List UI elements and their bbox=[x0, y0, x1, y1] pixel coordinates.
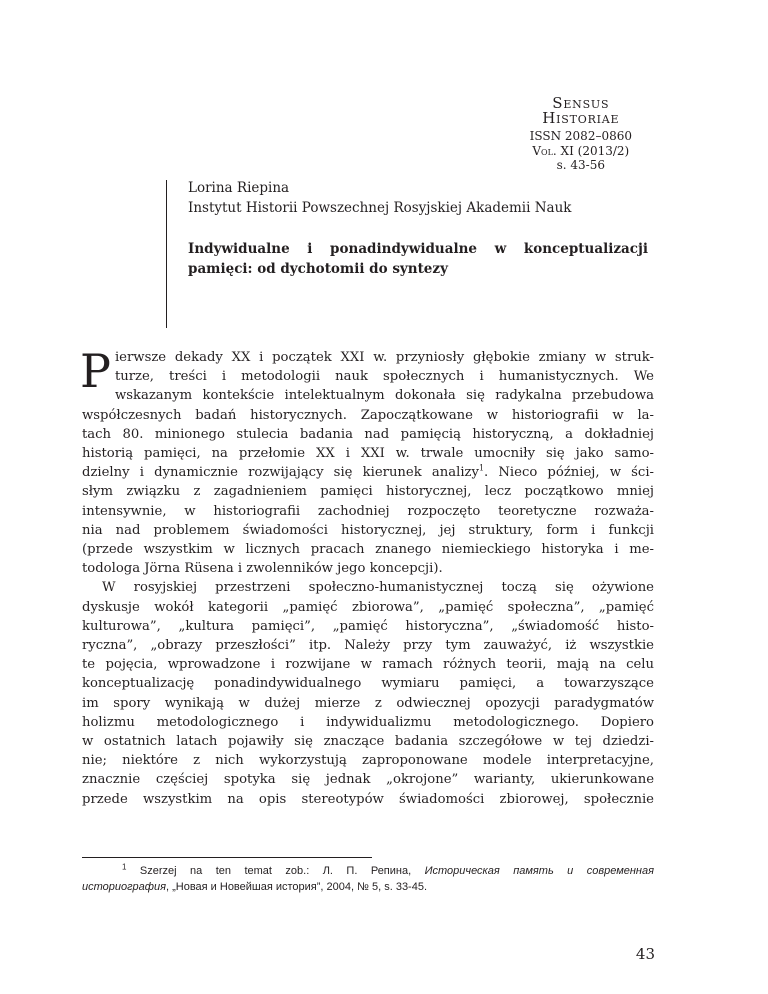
drop-cap: P bbox=[80, 344, 111, 398]
journal-name-line1: Sensus bbox=[552, 94, 610, 112]
footnote-italic-title: историография bbox=[82, 881, 166, 893]
footnote-line bbox=[82, 863, 654, 879]
footnote-separator bbox=[82, 857, 372, 858]
page-number: 43 bbox=[635, 945, 655, 963]
body-line: nia nad problemem świadomości historycznej, jej struktury, form i funkcji bbox=[82, 522, 654, 538]
body-line-text: Nieco później, w ści- bbox=[488, 465, 654, 481]
body-line: słym związku z zagadnieniem pamięci historycznej, lecz początkowo mniej bbox=[82, 484, 654, 500]
body-line: ryczna”, „obrazy przeszłości” itp. Należy przy tym zauważyć, iż wszystkie bbox=[82, 638, 654, 654]
article-title: Indywidualne i ponadindywidualne w konceptualizacji pamięci: od dychotomii do syntezy bbox=[188, 241, 648, 277]
body-line: wskazanym kontekście intelektualnym dokonała się radykalna przebudowa bbox=[114, 388, 654, 404]
body-line: ierwsze dekady XX i początek XXI w. przyniosły głębokie zmiany w struk- bbox=[114, 350, 654, 365]
vertical-rule bbox=[166, 180, 167, 328]
body-line: dyskusje wokół kategorii „pamięć zbiorowa”, „pamięć społeczna”, „pamięć bbox=[82, 599, 654, 615]
body-line: te pojęcia, wprowadzone i rozwijane w ramach różnych teorii, mają na celu bbox=[82, 657, 654, 673]
paragraph-1 bbox=[80, 344, 654, 578]
body-line: tach 80. minionego stulecia badania nad pamięcią historyczną, a dokładniej bbox=[82, 426, 654, 442]
article-body bbox=[80, 344, 654, 809]
journal-pages: s. 43-56 bbox=[556, 158, 605, 172]
body-line: współczesnych badań historycznych. Zapoczątkowane w historiografii w la- bbox=[82, 407, 654, 423]
journal-volume: Vol. XI (2013/2) bbox=[532, 143, 630, 158]
body-line: kulturowa”, „kultura pamięci”, „pamięć historyczna”, „świadomość histo- bbox=[82, 618, 654, 634]
body-line: todologa Jörna Rüsena i zwolenników jego koncepcji). bbox=[82, 561, 443, 577]
footnote-number: 1 bbox=[122, 862, 127, 872]
author-name: Lorina Riepina bbox=[188, 180, 290, 196]
body-line: W rosyjskiej przestrzeni społeczno-humanistycznej toczą się ożywione bbox=[102, 580, 654, 596]
body-line: przede wszystkim na opis stereotypów świadomości zbiorowej, społecznie bbox=[82, 791, 654, 807]
footnote-reference[interactable]: 1 bbox=[478, 463, 485, 473]
journal-header bbox=[530, 96, 632, 173]
footnote-line bbox=[82, 879, 654, 895]
body-line: nie; niektóre z nich wykorzystują zaproponowane modele interpretacyjne, bbox=[82, 753, 654, 769]
footnote-ref-dot: . bbox=[484, 465, 489, 481]
footnote-text: , „Новая и Новейшая история”, 2004, № 5, s. 33-45. bbox=[165, 881, 428, 893]
body-line-text: dzielny i dynamicznie rozwijający się kierunek analizy bbox=[82, 465, 479, 481]
footnote-italic-title: Историческая память и современная bbox=[424, 865, 654, 877]
body-line: konceptualizację ponadindywidualnego wymiaru pamięci, a towarzyszące bbox=[82, 676, 654, 692]
footnote-text: Szerzej na ten temat zob.: Л. П. Репина, bbox=[126, 865, 425, 877]
body-line: w ostatnich latach pojawiły się znaczące badania szczegółowe w tej dziedzi- bbox=[82, 734, 654, 750]
body-line: intensywnie, w historiografii zachodniej rozpoczęto teoretyczne rozważa- bbox=[82, 503, 654, 519]
body-line: (przede wszystkim w licznych pracach znanego niemieckiego historyka i me- bbox=[82, 542, 654, 558]
body-line: turze, treści i metodologii nauk społecznych i humanistycznych. We bbox=[114, 369, 654, 385]
journal-issn: ISSN 2082–0860 bbox=[529, 129, 632, 143]
body-line: im spory wynikają w dużej mierze z odwiecznej opozycji paradygmatów bbox=[82, 695, 654, 711]
body-line-with-footnote bbox=[82, 463, 654, 482]
paragraph-2 bbox=[82, 578, 654, 808]
body-line: holizmu metodologicznego i indywidualizmu metodologicznego. Dopiero bbox=[82, 714, 654, 730]
author-affiliation: Instytut Historii Powszechnej Rosyjskiej Akademii Nauk bbox=[188, 200, 572, 216]
footnote-1 bbox=[82, 863, 654, 895]
body-line: znacznie częściej spotyka się jednak „okrojone” warianty, ukierunkowane bbox=[82, 772, 654, 788]
journal-name-line2: Historiae bbox=[542, 109, 620, 127]
author-block bbox=[188, 178, 648, 279]
body-line: historią pamięci, na przełomie XX i XXI w. trwale umocniły się jako samo- bbox=[82, 446, 654, 462]
